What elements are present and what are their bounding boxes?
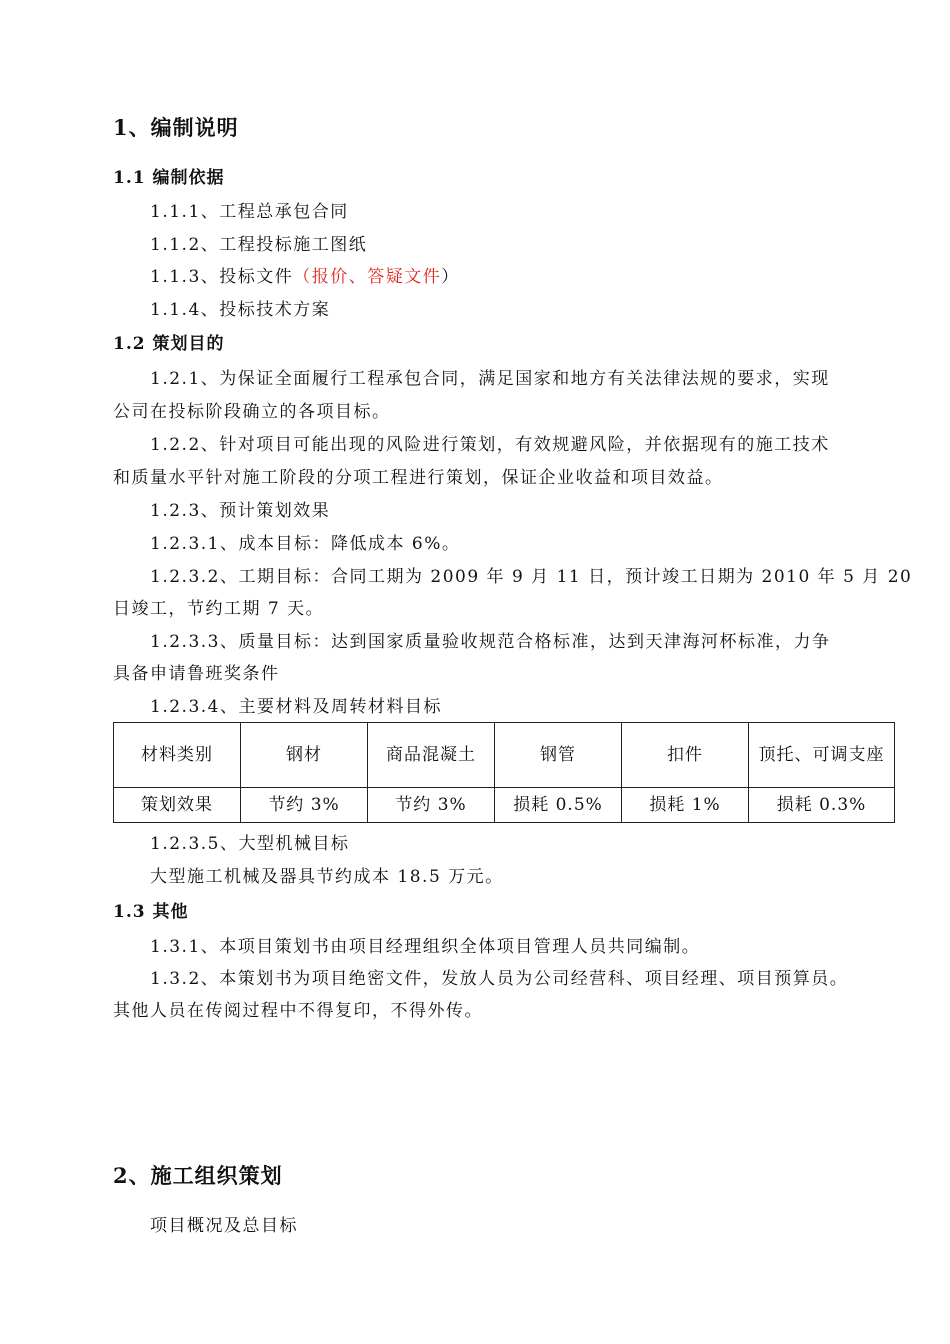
table-cell: 损耗 0.5% <box>495 788 622 823</box>
section-1-title: 1、编制说明 <box>113 115 239 140</box>
table-cell: 节约 3% <box>368 788 495 823</box>
table-header-cell: 扣件 <box>622 723 749 788</box>
para-1-2-3-5: 1.2.3.5、大型机械目标 <box>150 834 350 854</box>
table-cell: 损耗 0.3% <box>749 788 895 823</box>
para-1-2-3-3-line1: 1.2.3.3、质量目标：达到国家质量验收规范合格标准，达到天津海河杯标准，力争 <box>150 632 831 652</box>
para-1-2-3: 1.2.3、预计策划效果 <box>150 501 331 521</box>
para-1-2-3-2-line1: 1.2.3.2、工期目标：合同工期为 2009 年 9 月 11 日，预计竣工日期为 2010 年 5 月 20 <box>150 567 913 587</box>
para-1-3-2-line2: 其他人员在传阅过程中不得复印，不得外传。 <box>113 1001 483 1021</box>
item-1-1-3-red-text: （报价、答疑文件 <box>293 267 442 287</box>
para-1-2-3-2-line2: 日竣工，节约工期 7 天。 <box>113 599 325 619</box>
item-1-1-3 <box>150 262 460 287</box>
para-1-2-2-line2: 和质量水平针对施工阶段的分项工程进行策划，保证企业收益和项目效益。 <box>113 468 724 488</box>
table-header-cell: 商品混凝土 <box>368 723 495 788</box>
section-2-title: 2、施工组织策划 <box>113 1163 283 1188</box>
para-1-2-1-line1: 1.2.1、为保证全面履行工程承包合同，满足国家和地方有关法律法规的要求，实现 <box>150 369 830 389</box>
para-machinery: 大型施工机械及器具节约成本 18.5 万元。 <box>150 867 504 887</box>
para-1-3-2-line1: 1.3.2、本策划书为项目绝密文件，发放人员为公司经营科、项目经理、项目预算员。 <box>150 969 849 989</box>
table-header-row <box>114 723 895 788</box>
item-1-1-4: 1.1.4、投标技术方案 <box>150 300 331 320</box>
table-cell: 节约 3% <box>241 788 368 823</box>
table-cell: 损耗 1% <box>622 788 749 823</box>
heading-1-2: 1.2 策划目的 <box>113 334 225 354</box>
para-1-2-1-line2: 公司在投标阶段确立的各项目标。 <box>113 402 391 422</box>
table-cell: 策划效果 <box>114 788 241 823</box>
heading-1-1: 1.1 编制依据 <box>113 168 225 188</box>
item-1-1-3-text: 1.1.3、投标文件 <box>150 267 294 287</box>
item-1-1-1: 1.1.1、工程总承包合同 <box>150 202 349 222</box>
para-project-overview: 项目概况及总目标 <box>150 1216 298 1236</box>
table-header-cell: 顶托、可调支座 <box>749 723 895 788</box>
item-1-1-3-close: ） <box>441 267 460 287</box>
table-row <box>114 788 895 823</box>
para-1-3-1: 1.3.1、本项目策划书由项目经理组织全体项目管理人员共同编制。 <box>150 937 701 957</box>
table-header-cell: 钢材 <box>241 723 368 788</box>
materials-target-table <box>113 722 895 823</box>
para-1-2-2-line1: 1.2.2、针对项目可能出现的风险进行策划，有效规避风险，并依据现有的施工技术 <box>150 435 830 455</box>
heading-1-3: 1.3 其他 <box>113 902 189 922</box>
para-1-2-3-1: 1.2.3.1、成本目标：降低成本 6%。 <box>150 534 461 554</box>
para-1-2-3-4: 1.2.3.4、主要材料及周转材料目标 <box>150 697 442 717</box>
table-header-cell: 钢管 <box>495 723 622 788</box>
para-1-2-3-3-line2: 具备申请鲁班奖条件 <box>113 664 280 684</box>
item-1-1-2: 1.1.2、工程投标施工图纸 <box>150 235 368 255</box>
table-header-cell: 材料类别 <box>114 723 241 788</box>
